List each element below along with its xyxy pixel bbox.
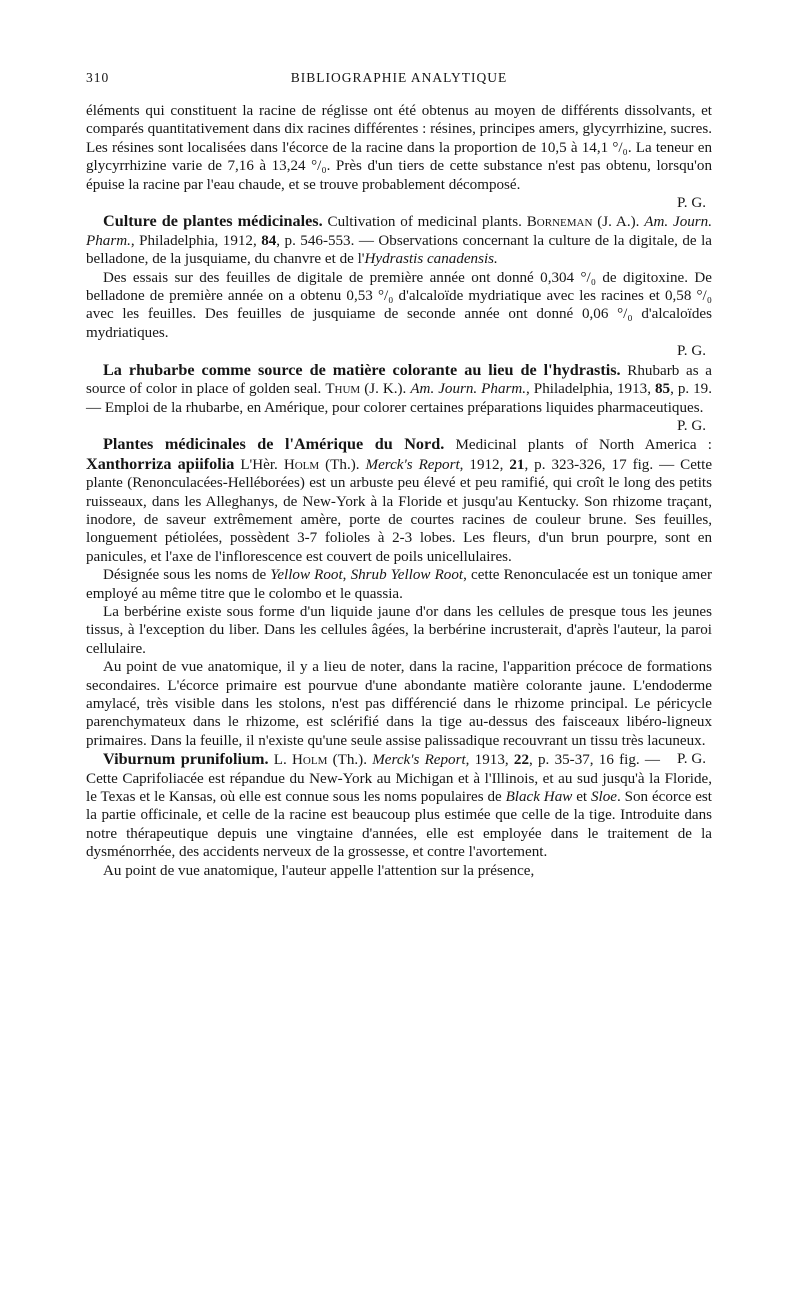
volume: 84 [261, 232, 277, 249]
journal-name: Merck's Report [372, 752, 466, 769]
paragraph: Des essais sur des feuilles de digitale de première année ont donné 0,304 °/₀ de digitoxine. De belladone de première année on a obtenu 0,53 °/₀ d'alcaloïde mydriatique avec les racines et 0,58 °/₀ avec les feuilles. Des feuilles de jusquiame de seconde année ont donné 0,06 °/₀ d'alcaloïdes mydriatiques. [86, 269, 712, 341]
common-name: Sloe [590, 789, 617, 806]
paragraph: Au point de vue anatomique, l'auteur appelle l'attention sur la présence, [103, 862, 535, 879]
volume: 22 [513, 752, 529, 769]
paragraph: Désignée sous les noms de Yellow Root, Shrub Yellow Root, cette Renonculacée est un tonique amer employé au même titre que le colombo et le quassia. [86, 567, 713, 602]
page [86, 70, 712, 880]
entry-title: Plantes médicinales de l'Amérique du Nord. [103, 435, 445, 454]
entry-title: Viburnum prunifolium. [103, 750, 269, 769]
genus-name: Xanthorriza apiifolia [86, 454, 235, 473]
species-name: Hydrastis canadensis. [364, 251, 498, 268]
signature: P. G. [677, 751, 706, 768]
journal-name: Am. Journ. Pharm. [86, 214, 712, 249]
running-title: BIBLIOGRAPHIE ANALYTIQUE [290, 70, 508, 85]
common-name: Black Haw [505, 789, 573, 806]
journal-name: Merck's Report [365, 456, 460, 473]
body-text [86, 102, 712, 880]
signature: P. G. [677, 195, 706, 212]
running-header [86, 70, 712, 92]
common-name: Shrub Yellow Root [350, 567, 464, 584]
entry-culture: Culture de plantes médicinales. Cultivation of medicinal plants. Borneman (J. A.). Am. Journ. Pharm., Philadelphia, 1912, 84, p. 546-553. — Observations concernant la culture de la digitale, de la belladone, de la jusquiame, du chanvre et de l'Hydrastis canadensis. [86, 212, 712, 268]
entry-viburnum: Viburnum prunifolium. L. Holm (Th.). Merck's Report, 1913, 22, p. 35-37, 16 fig. — Cette Caprifoliacée est répandue du New-York au Michigan et à l'Illinois, et au sud jusqu'à la Floride, le Texas et le Kansas, où elle est connue sous les noms populaires de Black Haw et Sloe. Son écorce est la partie officinale, et celle de la racine est beaucoup plus estimée que celle de la tige. Introduite dans notre thérapeutique depuis une vingtaine d'années, elle est employée dans le traitement de la dysménorrhée, des accidents nerveux de la grossesse, et contre l'avortement. [86, 750, 712, 861]
entry-rhubarbe: La rhubarbe comme source de matière colorante au lieu de l'hydrastis. Rhubarb as a source of color in place of golden seal. Thum (J. K.). Am. Journ. Pharm., Philadelphia, 1913, 85, p. 19. — Emploi de la rhubarbe, en Amérique, pour colorer certaines préparations liquides pharmaceutiques. [86, 360, 712, 416]
signature: P. G. [677, 417, 706, 434]
journal-name: Am. Journ. Pharm. [410, 381, 527, 398]
paragraph: Au point de vue anatomique, il y a lieu de noter, dans la racine, l'apparition précoce de formations secondaires. L'écorce primaire est pourvue d'une abondante matière colorante jaune. L'endoderme amylacé, très visible dans les stolons, n'est pas différencié dans le rhizome principal. Le péricycle parenchymateux dans le rhizome, est sclérifié dans la tige au-dessus des faisceaux libéro-ligneux primaires. Dans la feuille, il n'existe qu'une seule assise palissadique recouvrant un tissu très lacuneux. P. G. [86, 659, 712, 768]
entry-plantes: Plantes médicinales de l'Amérique du Nord. Medicinal plants of North America : Xanthorriza apiifolia L'Hèr. Holm (Th.). Merck's Report, 1912, 21, p. 323-326, 17 fig. — Cette plante (Renonculacées-Helléborées) est un arbuste peu élevé et peu ramifié, qui croît le long des petits ruisseaux, dans les Alleghanys, de New-York à la Floride et jusqu'au Kentucky. Son rhizome traçant, inodore, de saveur extrêmement amère, porte de courtes racines de couleur brune. Ses feuilles, longuement pétiolées, possèdent 3-7 folioles à 2-3 lobes. Les fleurs, d'un brun pourpre, sont en panicules, et l'axe de l'inflorescence est couvert de poils unicellulaires. [86, 435, 713, 565]
author-name: Thum [325, 381, 361, 398]
author-name: Holm [283, 456, 320, 473]
entry-title: La rhubarbe comme source de matière colorante au lieu de l'hydrastis. [103, 360, 621, 379]
entry-title: Culture de plantes médicinales. [103, 212, 323, 231]
volume: 85 [654, 381, 671, 398]
signature: P. G. [677, 343, 706, 360]
paragraph: La berbérine existe sous forme d'un liquide jaune d'or dans les cellules de presque tous les jeunes tissus, à l'exception du liber. Dans les cellules âgées, la berbérine incrusterait, d'après l'auteur, la paroi cellulaire. [86, 603, 712, 657]
common-name: Yellow Root [270, 567, 343, 584]
author-name: Borneman [526, 214, 593, 231]
continuation-paragraph: éléments qui constituent la racine de réglisse ont été obtenus au moyen de différents dissolvants, et comparés quantitativement dans dix racines différentes : résines, principes amers, glycyrrhizine, sucres. Les résines sont localisées dans l'écorce de la racine dans la proportion de 10,5 à 14,1 °/₀. La teneur en glycyrrhizine varie de 7,16 à 13,24 °/₀. Près d'un tiers de cette substance n'est pas obtenu, lorsqu'on épuise la racine par l'eau chaude, et se trouve probablement décomposé. [86, 103, 712, 193]
volume: 21 [509, 456, 525, 473]
author-name: Holm [292, 752, 328, 769]
page-number: 310 [86, 70, 110, 85]
